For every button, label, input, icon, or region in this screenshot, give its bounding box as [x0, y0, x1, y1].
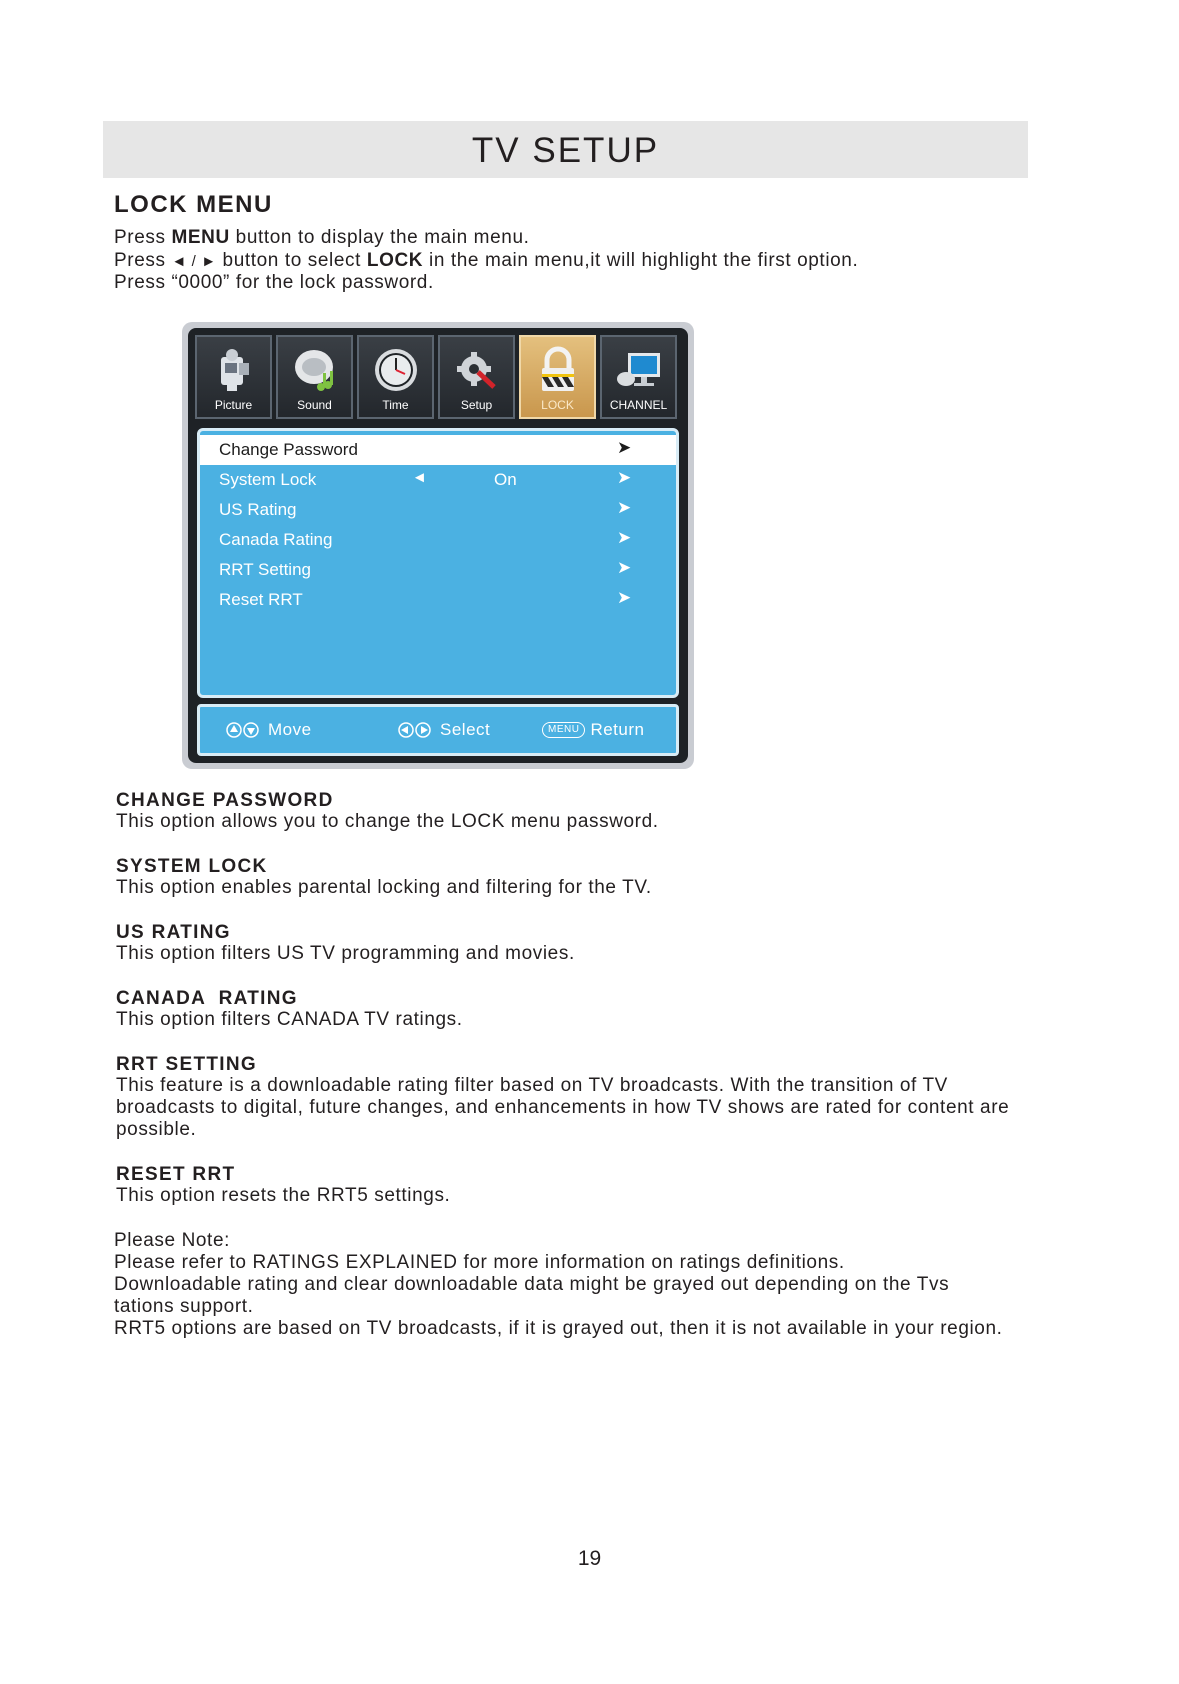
lock-menu-panel: [197, 428, 679, 698]
tab-label: CHANNEL: [609, 398, 668, 412]
tab-picture[interactable]: [195, 335, 272, 419]
arrow-left-icon[interactable]: ◄: [412, 469, 427, 486]
menu-item-label: Reset RRT: [219, 590, 303, 609]
tab-label: LOCK: [541, 398, 574, 412]
item-title-reset-rrt: RESET RRT: [116, 1164, 236, 1185]
item-body-us-rating: This option filters US TV programming and movies.: [116, 943, 575, 964]
hint-select: [398, 720, 490, 740]
menu-item-change-password[interactable]: [200, 435, 676, 465]
gear-tools-icon: [452, 345, 502, 395]
menu-item-label: Change Password: [219, 440, 358, 459]
hint-return-label: Return: [590, 720, 645, 739]
note-line-1: Please refer to RATINGS EXPLAINED for more information on ratings definitions.: [114, 1252, 845, 1273]
tv-osd-screenshot: [182, 322, 694, 769]
menu-item-label: Canada Rating: [219, 530, 333, 549]
tab-time[interactable]: [357, 335, 434, 419]
camcorder-icon: [209, 345, 259, 395]
item-body-canada-rating: This option filters CANADA TV ratings.: [116, 1009, 463, 1030]
menu-item-us-rating[interactable]: [200, 495, 676, 525]
note-line-2: Downloadable rating and clear downloadable data might be grayed out depending on the Tvs tations support.: [114, 1274, 950, 1317]
osd-tab-bar: [195, 335, 681, 419]
item-body-rrt-setting: This feature is a downloadable rating filter based on TV broadcasts. With the transition of TV broadcasts to digital, future changes, and enhancements in how TV shows are rated for content are possible.: [116, 1075, 1010, 1140]
page-title: TV SETUP: [471, 131, 660, 170]
tab-setup[interactable]: [438, 335, 515, 419]
arrow-right-icon[interactable]: ➤: [617, 468, 632, 487]
note-line-3: RRT5 options are based on TV broadcasts, if it is grayed out, then it is not available in your region.: [114, 1318, 1003, 1339]
tab-label: Picture: [214, 398, 253, 412]
intro-line-1: Press MENU button to display the main menu.: [114, 227, 530, 248]
tab-label: Setup: [460, 398, 493, 412]
tab-label: Time: [382, 398, 409, 412]
item-title-canada-rating: CANADA RATING: [116, 988, 298, 1009]
menu-item-label: RRT Setting: [219, 560, 311, 579]
tab-label: Sound: [297, 398, 332, 412]
padlock-icon: [533, 345, 583, 395]
note-heading: Please Note:: [114, 1230, 230, 1251]
system-lock-value: On: [494, 470, 517, 489]
menu-item-canada-rating[interactable]: [200, 525, 676, 555]
arrow-right-icon: ➤: [617, 438, 632, 457]
menu-item-label: US Rating: [219, 500, 297, 519]
menu-key-icon: MENU: [542, 722, 585, 738]
clock-icon: [371, 345, 421, 395]
arrow-right-icon: ➤: [617, 558, 632, 577]
osd-frame: [188, 328, 688, 763]
arrow-right-icon: ➤: [617, 528, 632, 547]
section-title: LOCK MENU: [114, 191, 273, 218]
hint-move-label: Move: [268, 720, 312, 739]
item-title-us-rating: US RATING: [116, 922, 231, 943]
up-down-arrows-icon: [226, 722, 260, 738]
menu-item-reset-rrt[interactable]: [200, 585, 676, 615]
music-disc-icon: [290, 345, 340, 395]
hint-return: [542, 720, 644, 740]
left-right-arrows-icon: [398, 722, 432, 738]
left-right-arrows: ◄ / ►: [171, 253, 217, 270]
arrow-right-icon: ➤: [617, 498, 632, 517]
tab-sound[interactable]: [276, 335, 353, 419]
page-number: 19: [577, 1547, 602, 1570]
osd-hint-bar: [197, 704, 679, 756]
title-banner: [103, 121, 1028, 178]
item-title-system-lock: SYSTEM LOCK: [116, 856, 268, 877]
item-title-change-password: CHANGE PASSWORD: [116, 790, 334, 811]
monitor-satellite-icon: [614, 345, 664, 395]
intro-line-3: Press “0000” for the lock password.: [114, 272, 434, 293]
menu-item-system-lock[interactable]: [200, 465, 676, 495]
intro-line-2: Press ◄ / ► button to select LOCK in the main menu,it will highlight the first option.: [114, 250, 859, 271]
hint-move: [226, 720, 312, 740]
arrow-right-icon: ➤: [617, 588, 632, 607]
menu-item-rrt-setting[interactable]: [200, 555, 676, 585]
tab-lock[interactable]: [519, 335, 596, 419]
item-title-rrt-setting: RRT SETTING: [116, 1054, 257, 1075]
item-body-reset-rrt: This option resets the RRT5 settings.: [116, 1185, 451, 1206]
hint-select-label: Select: [440, 720, 491, 739]
item-body-system-lock: This option enables parental locking and filtering for the TV.: [116, 877, 652, 898]
item-body-change-password: This option allows you to change the LOCK menu password.: [116, 811, 659, 832]
tab-channel[interactable]: [600, 335, 677, 419]
menu-item-label: System Lock: [219, 470, 317, 489]
